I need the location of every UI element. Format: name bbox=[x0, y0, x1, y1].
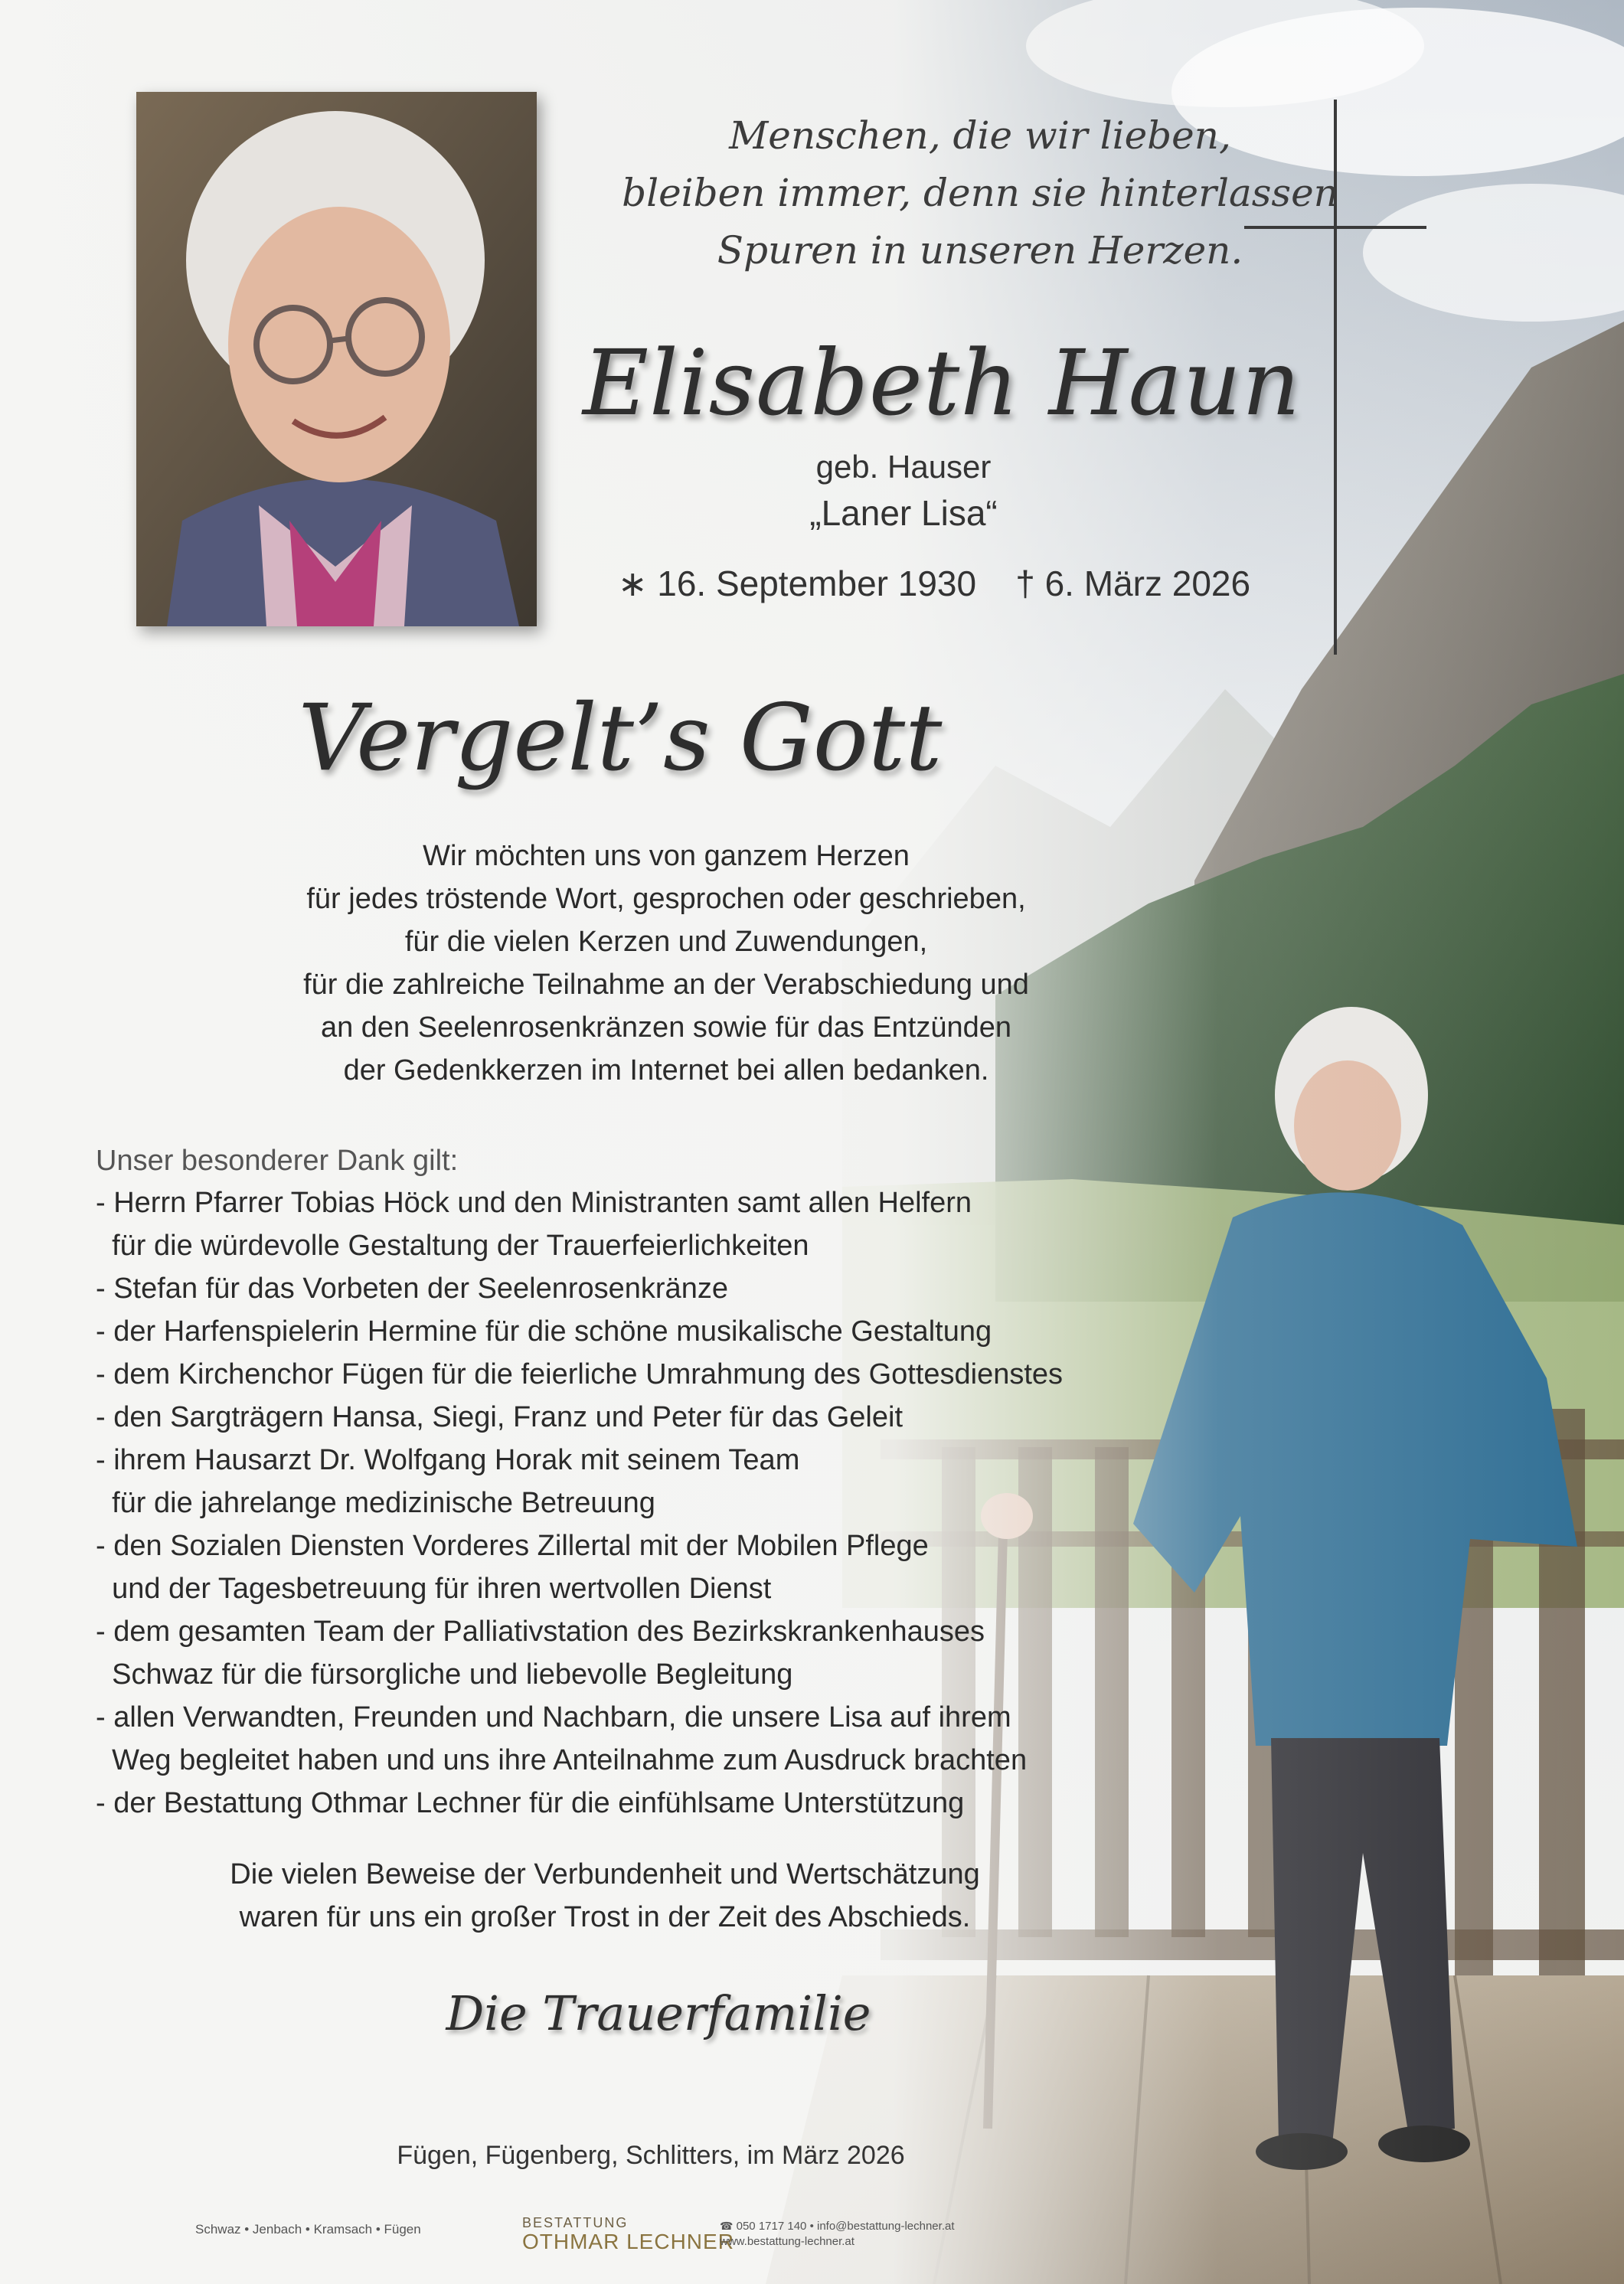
quote-line: Menschen, die wir lieben, bbox=[729, 113, 1231, 158]
list-item: - Herrn Pfarrer Tobias Höck und den Ministranten samt allen Helfern bbox=[96, 1187, 972, 1219]
footer-phone: 050 1717 140 bbox=[736, 2220, 807, 2233]
list-item: Weg begleitet haben und uns ihre Anteilnahme zum Ausdruck brachten bbox=[96, 1744, 1028, 1776]
birth-name: geb. Hauser bbox=[815, 449, 992, 485]
intro-line: Wir möchten uns von ganzem Herzen bbox=[423, 840, 910, 872]
place-and-date: Fügen, Fügenberg, Schlitters, im März 2026 bbox=[397, 2141, 905, 2170]
list-item: für die jahrelange medizinische Betreuung bbox=[96, 1487, 655, 1519]
death-date: 6. März 2026 bbox=[1044, 564, 1251, 603]
list-item: - ihrem Hausarzt Dr. Wolfgang Horak mit seinem Team bbox=[96, 1444, 800, 1476]
footer-email: info@bestattung-lechner.at bbox=[816, 2220, 955, 2233]
list-item: - dem gesamten Team der Palliativstation des Bezirkskrankenhauses bbox=[96, 1616, 985, 1648]
list-item: - den Sargträgern Hansa, Siegi, Franz und Peter für das Geleit bbox=[96, 1401, 903, 1433]
footer-locations: Schwaz • Jenbach • Kramsach • Fügen bbox=[195, 2222, 421, 2237]
special-thanks-list bbox=[96, 1181, 1168, 1825]
quote-line: bleiben immer, denn sie hinterlassen bbox=[622, 171, 1338, 215]
closing-line: waren für uns ein großer Trost in der Zeit des Abschieds. bbox=[239, 1901, 971, 1933]
footer-brand-label: BESTATTUNG bbox=[522, 2215, 629, 2230]
list-item: - der Bestattung Othmar Lechner für die einfühlsame Unterstützung bbox=[96, 1787, 965, 1819]
intro-line: für jedes tröstende Wort, gesprochen oder geschrieben, bbox=[306, 883, 1026, 915]
list-item: Schwaz für die fürsorgliche und liebevolle Begleitung bbox=[96, 1658, 793, 1691]
quote-line: Spuren in unseren Herzen. bbox=[717, 228, 1243, 273]
footer-web: www.bestattung-lechner.at bbox=[720, 2235, 854, 2248]
list-item: und der Tagesbetreuung für ihren wertvollen Dienst bbox=[96, 1573, 772, 1605]
intro-line: an den Seelenrosenkränzen sowie für das Entzünden bbox=[320, 1011, 1012, 1044]
list-item: für die würdevolle Gestaltung der Trauerfeierlichkeiten bbox=[96, 1230, 809, 1262]
list-item: - dem Kirchenchor Fügen für die feierliche Umrahmung des Gottesdienstes bbox=[96, 1358, 1064, 1390]
list-item: - der Harfenspielerin Hermine für die schöne musikalische Gestaltung bbox=[96, 1315, 992, 1348]
death-cross-icon: † bbox=[1015, 564, 1035, 603]
footer-contact: ☎ 050 1717 140 • info@bestattung-lechner.at www.bestattung-lechner.at bbox=[720, 2218, 1041, 2250]
intro-line: für die zahlreiche Teilnahme an der Verabschiedung und bbox=[303, 969, 1029, 1001]
thanks-title: Vergelt’s Gott bbox=[298, 685, 943, 792]
family-signature: Die Trauerfamilie bbox=[446, 1985, 871, 2041]
list-item: - den Sozialen Diensten Vorderes Zillertal mit der Mobilen Pflege bbox=[96, 1530, 929, 1562]
list-item: - Stefan für das Vorbeten der Seelenrosenkränze bbox=[96, 1273, 728, 1305]
thanks-intro bbox=[184, 835, 1149, 1092]
nickname: „Laner Lisa“ bbox=[809, 493, 998, 533]
memorial-quote bbox=[597, 107, 1363, 279]
birth-star-icon: ∗ bbox=[617, 564, 648, 603]
intro-line: für die vielen Kerzen und Zuwendungen, bbox=[404, 926, 928, 958]
closing-line: Die vielen Beweise der Verbundenheit und Wertschätzung bbox=[230, 1858, 980, 1890]
closing-text bbox=[145, 1853, 1064, 1939]
list-item: - allen Verwandten, Freunden und Nachbarn, die unsere Lisa auf ihrem bbox=[96, 1701, 1011, 1733]
intro-line: der Gedenkkerzen im Internet bei allen bedanken. bbox=[343, 1054, 989, 1086]
life-dates bbox=[605, 559, 1263, 608]
birth-date: 16. September 1930 bbox=[657, 564, 977, 603]
special-thanks-heading: Unser besonderer Dank gilt: bbox=[96, 1145, 459, 1177]
phone-icon: ☎ bbox=[720, 2220, 734, 2232]
portrait-photo bbox=[136, 92, 537, 626]
footer-brand-name: OTHMAR LECHNER bbox=[522, 2230, 734, 2253]
deceased-name: Elisabeth Haun bbox=[582, 330, 1302, 436]
